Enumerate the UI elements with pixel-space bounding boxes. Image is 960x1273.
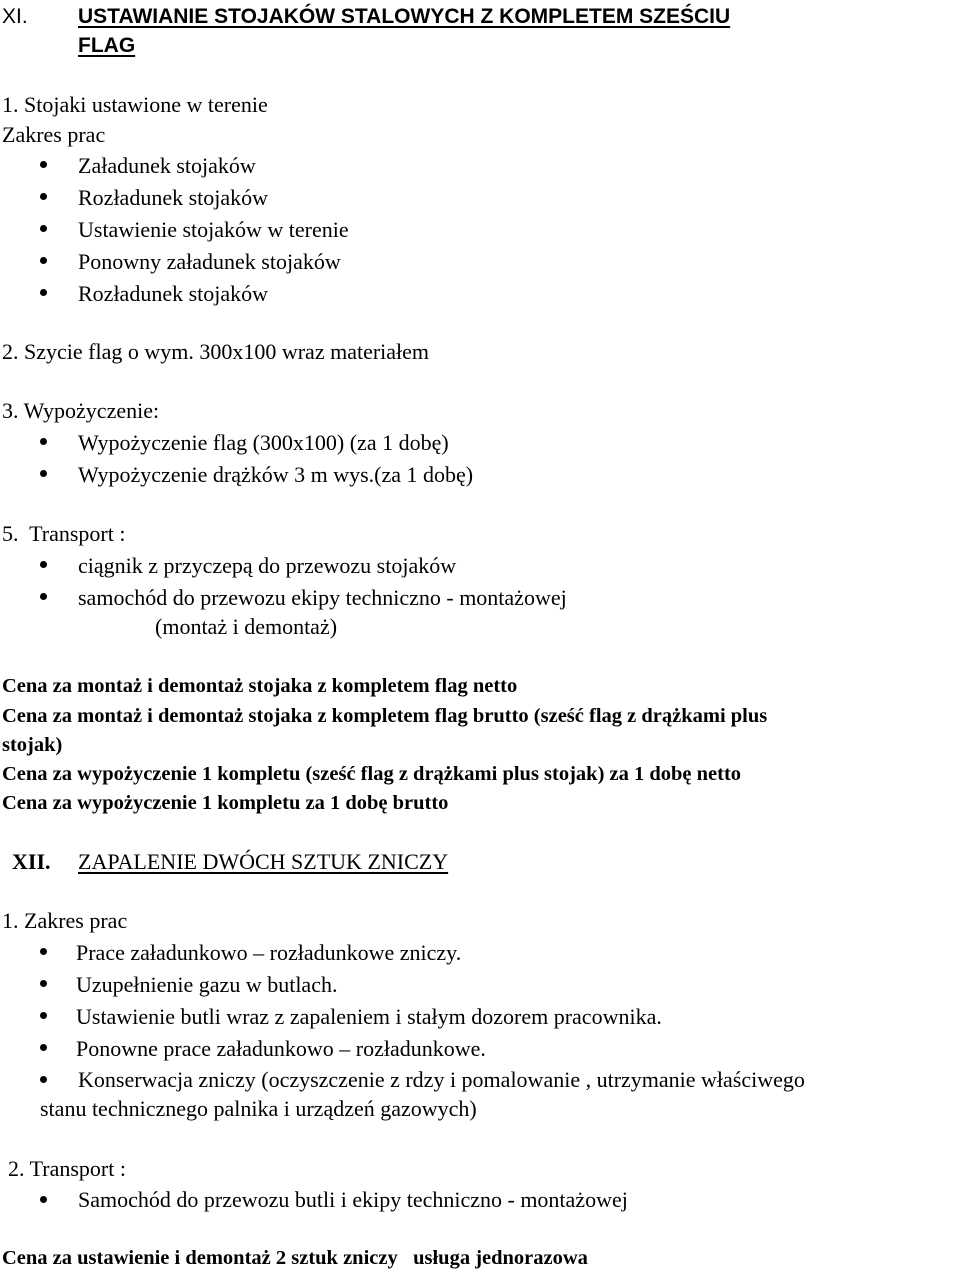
bullet-icon	[40, 257, 47, 264]
bullet-icon	[40, 470, 47, 477]
section-xi-title: USTAWIANIE STOJAKÓW STALOWYCH Z KOMPLETEM SZEŚCIU	[78, 5, 731, 28]
list-item: samochód do przewozu ekipy techniczno - montażowej	[78, 585, 567, 610]
flag-sewing-item: 2. Szycie flag o wym. 300x100 wraz materiałem	[2, 339, 430, 364]
section-xii-title: ZAPALENIE DWÓCH SZTUK ZNICZY	[78, 849, 449, 874]
stands-heading: 1. Stojaki ustawione w terenie	[2, 92, 268, 117]
list-item: Ustawienie butli wraz z zapaleniem i stałym dozorem pracownika.	[76, 1004, 662, 1029]
transport-note: (montaż i demontaż)	[155, 614, 338, 639]
list-item: Załadunek stojaków	[78, 153, 256, 178]
scope-label: Zakres prac	[2, 122, 106, 147]
list-item: Uzupełnienie gazu w butlach.	[76, 972, 338, 997]
bullet-icon	[40, 1044, 47, 1051]
bullet-icon	[40, 289, 47, 296]
list-item-continuation: stanu technicznego palnika i urządzeń gazowych)	[40, 1096, 477, 1121]
list-item: ciągnik z przyczepą do przewozu stojaków	[78, 553, 457, 578]
bullet-icon	[40, 1196, 47, 1203]
price-line: Cena za montaż i demontaż stojaka z kompletem flag netto	[2, 675, 518, 697]
list-item: Prace załadunkowo – rozładunkowe zniczy.	[76, 940, 462, 965]
price-line: Cena za wypożyczenie 1 kompletu (sześć flag z drążkami plus stojak) za 1 dobę netto	[2, 763, 742, 785]
bullet-icon	[40, 161, 47, 168]
price-line: Cena za ustawienie i demontaż 2 sztuk zniczy usługa jednorazowa	[2, 1247, 588, 1269]
bullet-icon	[40, 225, 47, 232]
bullet-icon	[40, 1076, 47, 1083]
bullet-icon	[40, 438, 47, 445]
list-item: Wypożyczenie flag (300x100) (za 1 dobę)	[78, 430, 449, 455]
section-xii-number: XII.	[12, 849, 51, 874]
list-item: Rozładunek stojaków	[78, 281, 269, 306]
list-item: Konserwacja zniczy (oczyszczenie z rdzy i pomalowanie , utrzymanie właściwego	[78, 1067, 805, 1092]
list-item: Ponowne prace załadunkowo – rozładunkowe.	[76, 1036, 486, 1061]
transport-heading: 5. Transport :	[2, 521, 126, 546]
section-xi-title-cont: FLAG	[78, 34, 136, 57]
list-item: Ustawienie stojaków w terenie	[78, 217, 349, 242]
rental-heading: 3. Wypożyczenie:	[2, 398, 160, 423]
bullet-icon	[40, 1012, 47, 1019]
list-item: Rozładunek stojaków	[78, 185, 269, 210]
price-line: Cena za montaż i demontaż stojaka z kompletem flag brutto (sześć flag z drążkami plus	[2, 705, 768, 727]
list-item: Samochód do przewozu butli i ekipy techniczno - montażowej	[78, 1187, 628, 1212]
bullet-icon	[40, 193, 47, 200]
price-line: stojak)	[2, 734, 63, 756]
list-item: Ponowny załadunek stojaków	[78, 249, 341, 274]
transport-heading: 2. Transport :	[8, 1156, 126, 1181]
bullet-icon	[40, 980, 47, 987]
bullet-icon	[40, 948, 47, 955]
list-item: Wypożyczenie drążków 3 m wys.(za 1 dobę)	[78, 462, 474, 487]
bullet-icon	[40, 593, 47, 600]
scope-heading: 1. Zakres prac	[2, 908, 128, 933]
section-xi-number: XI.	[2, 5, 28, 28]
bullet-icon	[40, 561, 47, 568]
price-line: Cena za wypożyczenie 1 kompletu za 1 dobę brutto	[2, 792, 449, 814]
